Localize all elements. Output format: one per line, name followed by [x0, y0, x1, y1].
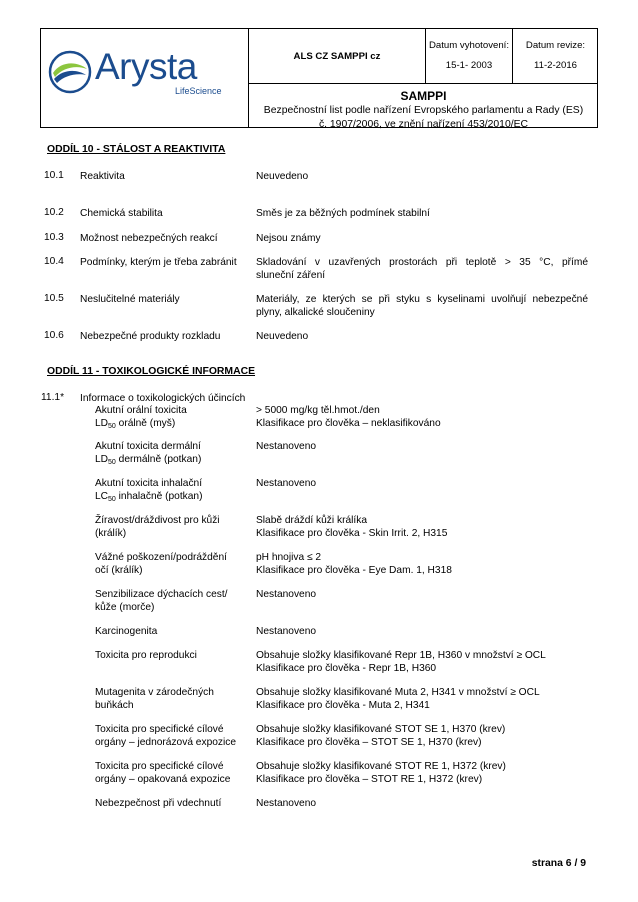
tox-label-line: Mutagenita v zárodečných	[95, 687, 214, 698]
row-number: 11.1*	[41, 392, 65, 403]
row-label: Chemická stabilita	[80, 208, 163, 219]
tox-value	[256, 514, 588, 540]
tox-value-line: Klasifikace pro člověka - Skin Irrit. 2, H315	[256, 528, 448, 539]
tox-label-line: Senzibilizace dýchacích cest/	[95, 589, 228, 600]
tox-label-line: orgány – opakovaná expozice	[95, 774, 231, 785]
tox-value-line: Obsahuje složky klasifikované STOT SE 1, H370 (krev)	[256, 724, 506, 735]
logo-cell	[41, 29, 249, 128]
tox-label: Karcinogenita	[95, 626, 158, 637]
section-11-title: ODDÍL 11 - TOXIKOLOGICKÉ INFORMACE	[47, 366, 256, 377]
row-value-line: plyny, alkalické sloučeniny	[256, 307, 375, 318]
row-value-line: sluneční záření	[256, 270, 326, 281]
row-number: 10.3	[44, 232, 64, 243]
tox-label-line: (králík)	[95, 528, 127, 539]
tox-label-line: orgány – jednorázová expozice	[95, 737, 237, 748]
document-subtitle-line1: Bezpečnostní list podle nařízení Evropského parlamentu a Rady (ES)	[263, 105, 584, 116]
tox-label	[95, 588, 255, 614]
tox-value-line: Klasifikace pro člověka - Eye Dam. 1, H318	[256, 565, 452, 576]
tox-value-line: Klasifikace pro člověka - Repr 1B, H360	[256, 663, 437, 674]
tox-label-lc: LC	[95, 491, 109, 502]
tox-label-line: Žíravost/dráždivost pro kůži	[95, 515, 220, 526]
tox-label	[95, 404, 255, 430]
tox-label-line: Akutní toxicita dermální	[95, 441, 201, 452]
tox-label-route: dermálně (potkan)	[115, 454, 202, 465]
row-label: Nebezpečné produkty rozkladu	[80, 331, 221, 342]
created-date-label: Datum vyhotovení:	[429, 40, 509, 51]
tox-value	[256, 723, 588, 749]
tox-value-line: Obsahuje složky klasifikované Muta 2, H341 v množství ≥ OCL	[256, 687, 540, 698]
row-value: Nejsou známy	[256, 233, 321, 244]
row-number: 10.1	[44, 170, 64, 181]
tox-value	[256, 760, 588, 786]
row-number: 10.2	[44, 207, 64, 218]
page-number: strana 6 / 9	[531, 858, 586, 869]
logo-subtitle: LifeScience	[175, 86, 222, 96]
tox-label	[95, 551, 255, 577]
tox-value-line: Klasifikace pro člověka – STOT RE 1, H372 (krev)	[256, 774, 483, 785]
tox-value: Nestanoveno	[256, 798, 317, 809]
created-date-value: 15-1- 2003	[445, 60, 493, 71]
tox-value: Nestanoveno	[256, 478, 317, 489]
tox-label	[95, 723, 255, 749]
tox-value	[256, 404, 588, 430]
tox-value	[256, 649, 588, 675]
row-label: Reaktivita	[80, 171, 125, 182]
row-value	[256, 256, 588, 282]
arysta-swoosh-icon	[47, 49, 93, 95]
row-value	[256, 293, 588, 319]
tox-label: Nebezpečnost při vdechnutí	[95, 798, 222, 809]
tox-label-sub: 50	[108, 423, 116, 430]
revision-date-label: Datum revize:	[525, 40, 586, 51]
row-number: 10.5	[44, 293, 64, 304]
tox-label-ld: LD	[95, 454, 109, 465]
tox-label-route: orálně (myš)	[115, 418, 176, 429]
tox-value-line: Slabě dráždí kůži králíka	[256, 515, 367, 526]
tox-value	[256, 686, 588, 712]
tox-value-line: pH hnojiva ≤ 2	[256, 552, 322, 563]
tox-label	[95, 514, 255, 540]
revision-date-cell	[513, 29, 598, 84]
document-title-cell	[249, 84, 598, 128]
document-title: SAMPPI	[400, 89, 447, 103]
tox-label-line: Toxicita pro specifické cílové	[95, 761, 224, 772]
tox-label: Toxicita pro reprodukci	[95, 650, 197, 661]
revision-date-value: 11-2-2016	[533, 60, 578, 71]
row-number: 10.6	[44, 330, 64, 341]
tox-label-line: buňkách	[95, 700, 134, 711]
tox-label-ld: LD	[95, 418, 109, 429]
row-value: Směs je za běžných podmínek stabilní	[256, 208, 430, 219]
tox-label-line: kůže (morče)	[95, 602, 155, 613]
row-value: Neuvedeno	[256, 331, 309, 342]
document-header	[40, 28, 598, 128]
logo-wordmark: Arysta	[95, 46, 197, 87]
tox-value-line: Obsahuje složky klasifikované Repr 1B, H360 v množství ≥ OCL	[256, 650, 546, 661]
tox-value-line: Obsahuje složky klasifikované STOT RE 1, H372 (krev)	[256, 761, 506, 772]
arysta-logo	[47, 43, 237, 105]
tox-value	[256, 551, 588, 577]
document-subtitle-line2: č. 1907/2006, ve znění nařízení 453/2010/EC	[318, 119, 529, 130]
created-date-cell	[426, 29, 513, 84]
tox-value: Nestanoveno	[256, 626, 317, 637]
tox-label	[95, 686, 255, 712]
tox-label-line: očí (králík)	[95, 565, 143, 576]
tox-label-line: Akutní orální toxicita	[95, 405, 187, 416]
row-value: Neuvedeno	[256, 171, 309, 182]
tox-label	[95, 440, 255, 466]
intro-text: Informace o toxikologických účincích	[80, 393, 246, 404]
tox-label	[95, 760, 255, 786]
row-number: 10.4	[44, 256, 64, 267]
product-code: ALS CZ SAMPPI cz	[249, 29, 426, 84]
tox-value: Nestanoveno	[256, 441, 317, 452]
row-label: Podmínky, kterým je třeba zabránit	[80, 257, 237, 268]
tox-label-line: Toxicita pro specifické cílové	[95, 724, 224, 735]
row-value-line: Skladování v uzavřených prostorách při teplotě > 35 °C, přímé	[256, 257, 588, 268]
tox-label-sub: 50	[108, 459, 116, 466]
tox-label-line: Vážné poškození/podráždění	[95, 552, 227, 563]
section-10-title: ODDÍL 10 - STÁLOST A REAKTIVITA	[47, 144, 226, 155]
row-label: Možnost nebezpečných reakcí	[80, 233, 218, 244]
tox-label-sub: 50	[108, 496, 116, 503]
row-label: Neslučitelné materiály	[80, 294, 180, 305]
tox-value-line: Klasifikace pro člověka – STOT SE 1, H370 (krev)	[256, 737, 482, 748]
tox-value: Nestanoveno	[256, 589, 317, 600]
tox-label-line: Akutní toxicita inhalační	[95, 478, 203, 489]
row-value-line: Materiály, ze kterých se při styku s kyselinami uvolňují nebezpečné	[256, 294, 588, 305]
tox-value-line: > 5000 mg/kg těl.hmot./den	[256, 405, 380, 416]
tox-value-line: Klasifikace pro člověka – neklasifikováno	[256, 418, 441, 429]
tox-label-route: inhalačně (potkan)	[115, 491, 203, 502]
tox-value-line: Klasifikace pro člověka - Muta 2, H341	[256, 700, 430, 711]
tox-label	[95, 477, 255, 503]
